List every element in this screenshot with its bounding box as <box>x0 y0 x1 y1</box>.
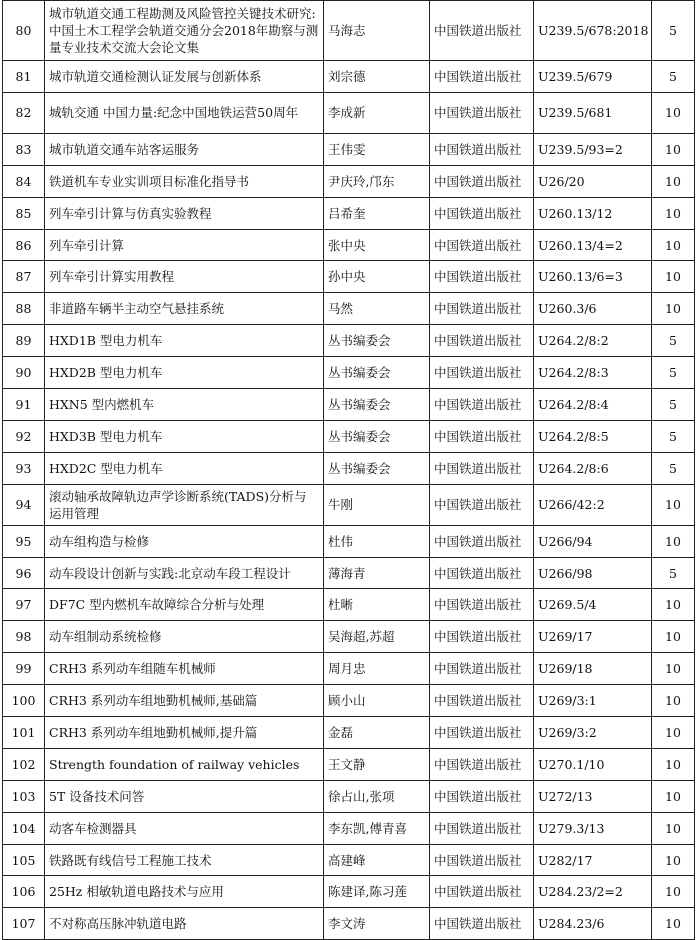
book-author: 丛书编委会 <box>324 357 430 389</box>
book-author: 李东凯,傅青喜 <box>324 812 430 844</box>
row-number: 90 <box>3 357 45 389</box>
book-author: 尹庆玲,邝东 <box>324 165 430 197</box>
call-number: U26/20 <box>534 165 652 197</box>
copy-count: 10 <box>652 484 695 525</box>
copy-count: 10 <box>652 812 695 844</box>
book-title: CRH3 系列动车组地勤机械师,提升篇 <box>45 717 324 749</box>
book-publisher: 中国铁道出版社 <box>430 812 534 844</box>
book-title: CRH3 系列动车组随车机械师 <box>45 653 324 685</box>
book-author: 丛书编委会 <box>324 452 430 484</box>
table-row <box>3 325 695 357</box>
row-number: 93 <box>3 452 45 484</box>
call-number: U266/98 <box>534 557 652 589</box>
copy-count: 10 <box>652 748 695 780</box>
copy-count: 10 <box>652 525 695 557</box>
book-publisher: 中国铁道出版社 <box>430 92 534 133</box>
row-number: 84 <box>3 165 45 197</box>
copy-count: 5 <box>652 61 695 93</box>
copy-count: 10 <box>652 92 695 133</box>
book-author: 周月忠 <box>324 653 430 685</box>
table-row <box>3 780 695 812</box>
book-publisher: 中国铁道出版社 <box>430 420 534 452</box>
call-number: U266/42:2 <box>534 484 652 525</box>
book-publisher: 中国铁道出版社 <box>430 525 534 557</box>
book-title: HXD2C 型电力机车 <box>45 452 324 484</box>
call-number: U260.3/6 <box>534 293 652 325</box>
row-number: 102 <box>3 748 45 780</box>
copy-count: 5 <box>652 420 695 452</box>
copy-count: 10 <box>652 293 695 325</box>
row-number: 96 <box>3 557 45 589</box>
book-author: 丛书编委会 <box>324 389 430 421</box>
copy-count: 10 <box>652 133 695 165</box>
book-author: 吴海超,苏超 <box>324 621 430 653</box>
book-title: 动车组构造与检修 <box>45 525 324 557</box>
copy-count: 5 <box>652 557 695 589</box>
call-number: U239.5/681 <box>534 92 652 133</box>
call-number: U269/3:1 <box>534 685 652 717</box>
book-publisher: 中国铁道出版社 <box>430 165 534 197</box>
book-title: 列车牵引计算 <box>45 229 324 261</box>
book-author: 金磊 <box>324 717 430 749</box>
book-author: 王伟雯 <box>324 133 430 165</box>
table-row <box>3 165 695 197</box>
copy-count: 10 <box>652 165 695 197</box>
book-author: 杜晰 <box>324 589 430 621</box>
copy-count: 10 <box>652 621 695 653</box>
book-publisher: 中国铁道出版社 <box>430 1 534 61</box>
copy-count: 5 <box>652 1 695 61</box>
table-row <box>3 293 695 325</box>
copy-count: 5 <box>652 325 695 357</box>
book-publisher: 中国铁道出版社 <box>430 717 534 749</box>
book-publisher: 中国铁道出版社 <box>430 589 534 621</box>
table-row <box>3 61 695 93</box>
book-title: 城市轨道交通检测认证发展与创新体系 <box>45 61 324 93</box>
row-number: 99 <box>3 653 45 685</box>
book-author: 吕希奎 <box>324 197 430 229</box>
book-title: 铁路既有线信号工程施工技术 <box>45 844 324 876</box>
book-author: 刘宗德 <box>324 61 430 93</box>
copy-count: 10 <box>652 261 695 293</box>
book-author: 李文涛 <box>324 908 430 940</box>
table-row <box>3 133 695 165</box>
call-number: U239.5/679 <box>534 61 652 93</box>
call-number: U260.13/4=2 <box>534 229 652 261</box>
row-number: 94 <box>3 484 45 525</box>
book-publisher: 中国铁道出版社 <box>430 357 534 389</box>
book-author: 张中央 <box>324 229 430 261</box>
book-list-body <box>3 1 695 940</box>
call-number: U272/13 <box>534 780 652 812</box>
book-publisher: 中国铁道出版社 <box>430 748 534 780</box>
table-row <box>3 389 695 421</box>
book-author: 顾小山 <box>324 685 430 717</box>
call-number: U264.2/8:6 <box>534 452 652 484</box>
copy-count: 10 <box>652 844 695 876</box>
table-row <box>3 261 695 293</box>
table-row <box>3 908 695 940</box>
book-publisher: 中国铁道出版社 <box>430 389 534 421</box>
book-title: DF7C 型内燃机车故障综合分析与处理 <box>45 589 324 621</box>
book-title: HXD2B 型电力机车 <box>45 357 324 389</box>
table-row <box>3 525 695 557</box>
row-number: 85 <box>3 197 45 229</box>
call-number: U279.3/13 <box>534 812 652 844</box>
table-row <box>3 229 695 261</box>
copy-count: 10 <box>652 653 695 685</box>
book-publisher: 中国铁道出版社 <box>430 908 534 940</box>
book-publisher: 中国铁道出版社 <box>430 197 534 229</box>
table-row <box>3 92 695 133</box>
row-number: 87 <box>3 261 45 293</box>
table-row <box>3 748 695 780</box>
book-title: 25Hz 相敏轨道电路技术与应用 <box>45 876 324 908</box>
table-row <box>3 621 695 653</box>
row-number: 106 <box>3 876 45 908</box>
call-number: U239.5/93=2 <box>534 133 652 165</box>
row-number: 107 <box>3 908 45 940</box>
call-number: U260.13/6=3 <box>534 261 652 293</box>
call-number: U269/3:2 <box>534 717 652 749</box>
table-row <box>3 357 695 389</box>
book-author: 马海志 <box>324 1 430 61</box>
row-number: 88 <box>3 293 45 325</box>
book-publisher: 中国铁道出版社 <box>430 229 534 261</box>
book-author: 陈建译,陈习莲 <box>324 876 430 908</box>
book-author: 徐占山,张项 <box>324 780 430 812</box>
copy-count: 10 <box>652 717 695 749</box>
book-publisher: 中国铁道出版社 <box>430 685 534 717</box>
book-publisher: 中国铁道出版社 <box>430 876 534 908</box>
book-author: 丛书编委会 <box>324 325 430 357</box>
call-number: U266/94 <box>534 525 652 557</box>
book-list-table <box>2 0 695 940</box>
row-number: 97 <box>3 589 45 621</box>
table-row <box>3 876 695 908</box>
book-author: 李成新 <box>324 92 430 133</box>
book-title: 城轨交通 中国力量:纪念中国地铁运营50周年 <box>45 92 324 133</box>
book-title: 非道路车辆半主动空气悬挂系统 <box>45 293 324 325</box>
book-author: 杜伟 <box>324 525 430 557</box>
book-title: 动车组制动系统检修 <box>45 621 324 653</box>
copy-count: 10 <box>652 876 695 908</box>
book-author: 孙中央 <box>324 261 430 293</box>
book-publisher: 中国铁道出版社 <box>430 844 534 876</box>
book-publisher: 中国铁道出版社 <box>430 484 534 525</box>
table-row <box>3 653 695 685</box>
row-number: 105 <box>3 844 45 876</box>
call-number: U264.2/8:2 <box>534 325 652 357</box>
row-number: 91 <box>3 389 45 421</box>
row-number: 89 <box>3 325 45 357</box>
book-publisher: 中国铁道出版社 <box>430 557 534 589</box>
row-number: 92 <box>3 420 45 452</box>
call-number: U269/17 <box>534 621 652 653</box>
row-number: 98 <box>3 621 45 653</box>
book-title: HXD3B 型电力机车 <box>45 420 324 452</box>
book-publisher: 中国铁道出版社 <box>430 452 534 484</box>
table-row <box>3 557 695 589</box>
call-number: U282/17 <box>534 844 652 876</box>
copy-count: 10 <box>652 589 695 621</box>
book-title: 滚动轴承故障轨边声学诊断系统(TADS)分析与运用管理 <box>45 484 324 525</box>
table-row <box>3 717 695 749</box>
call-number: U269/18 <box>534 653 652 685</box>
copy-count: 5 <box>652 389 695 421</box>
book-publisher: 中国铁道出版社 <box>430 621 534 653</box>
book-publisher: 中国铁道出版社 <box>430 780 534 812</box>
book-title: 列车牵引计算实用教程 <box>45 261 324 293</box>
book-title: 5T 设备技术问答 <box>45 780 324 812</box>
table-row <box>3 1 695 61</box>
call-number: U264.2/8:4 <box>534 389 652 421</box>
book-author: 高建峰 <box>324 844 430 876</box>
call-number: U270.1/10 <box>534 748 652 780</box>
table-row <box>3 589 695 621</box>
book-publisher: 中国铁道出版社 <box>430 325 534 357</box>
book-publisher: 中国铁道出版社 <box>430 293 534 325</box>
book-author: 丛书编委会 <box>324 420 430 452</box>
book-publisher: 中国铁道出版社 <box>430 653 534 685</box>
copy-count: 10 <box>652 908 695 940</box>
book-title: 列车牵引计算与仿真实验教程 <box>45 197 324 229</box>
book-author: 马然 <box>324 293 430 325</box>
copy-count: 5 <box>652 357 695 389</box>
copy-count: 10 <box>652 229 695 261</box>
call-number: U239.5/678:2018 <box>534 1 652 61</box>
book-publisher: 中国铁道出版社 <box>430 261 534 293</box>
book-title: HXD1B 型电力机车 <box>45 325 324 357</box>
table-row <box>3 685 695 717</box>
book-title: 不对称高压脉冲轨道电路 <box>45 908 324 940</box>
row-number: 86 <box>3 229 45 261</box>
row-number: 101 <box>3 717 45 749</box>
book-title: 动车段设计创新与实践:北京动车段工程设计 <box>45 557 324 589</box>
table-row <box>3 197 695 229</box>
book-title: Strength foundation of railway vehicles <box>45 748 324 780</box>
call-number: U264.2/8:3 <box>534 357 652 389</box>
row-number: 104 <box>3 812 45 844</box>
table-row <box>3 452 695 484</box>
row-number: 83 <box>3 133 45 165</box>
copy-count: 10 <box>652 685 695 717</box>
book-title: CRH3 系列动车组地勤机械师,基础篇 <box>45 685 324 717</box>
book-author: 牛刚 <box>324 484 430 525</box>
book-author: 薄海青 <box>324 557 430 589</box>
row-number: 95 <box>3 525 45 557</box>
row-number: 80 <box>3 1 45 61</box>
book-title: HXN5 型内燃机车 <box>45 389 324 421</box>
call-number: U284.23/6 <box>534 908 652 940</box>
row-number: 100 <box>3 685 45 717</box>
row-number: 103 <box>3 780 45 812</box>
book-title: 铁道机车专业实训项目标准化指导书 <box>45 165 324 197</box>
call-number: U260.13/12 <box>534 197 652 229</box>
book-title: 动客车检测器具 <box>45 812 324 844</box>
row-number: 82 <box>3 92 45 133</box>
copy-count: 5 <box>652 452 695 484</box>
row-number: 81 <box>3 61 45 93</box>
table-row <box>3 844 695 876</box>
book-publisher: 中国铁道出版社 <box>430 61 534 93</box>
book-title: 城市轨道交通车站客运服务 <box>45 133 324 165</box>
copy-count: 10 <box>652 780 695 812</box>
table-row <box>3 812 695 844</box>
call-number: U269.5/4 <box>534 589 652 621</box>
book-author: 王文静 <box>324 748 430 780</box>
book-publisher: 中国铁道出版社 <box>430 133 534 165</box>
book-title: 城市轨道交通工程勘测及风险管控关键技术研究:中国土木工程学会轨道交通分会2018年勘察与测量专业技术交流大会论文集 <box>45 1 324 61</box>
call-number: U284.23/2=2 <box>534 876 652 908</box>
call-number: U264.2/8:5 <box>534 420 652 452</box>
table-row <box>3 420 695 452</box>
copy-count: 10 <box>652 197 695 229</box>
table-row <box>3 484 695 525</box>
